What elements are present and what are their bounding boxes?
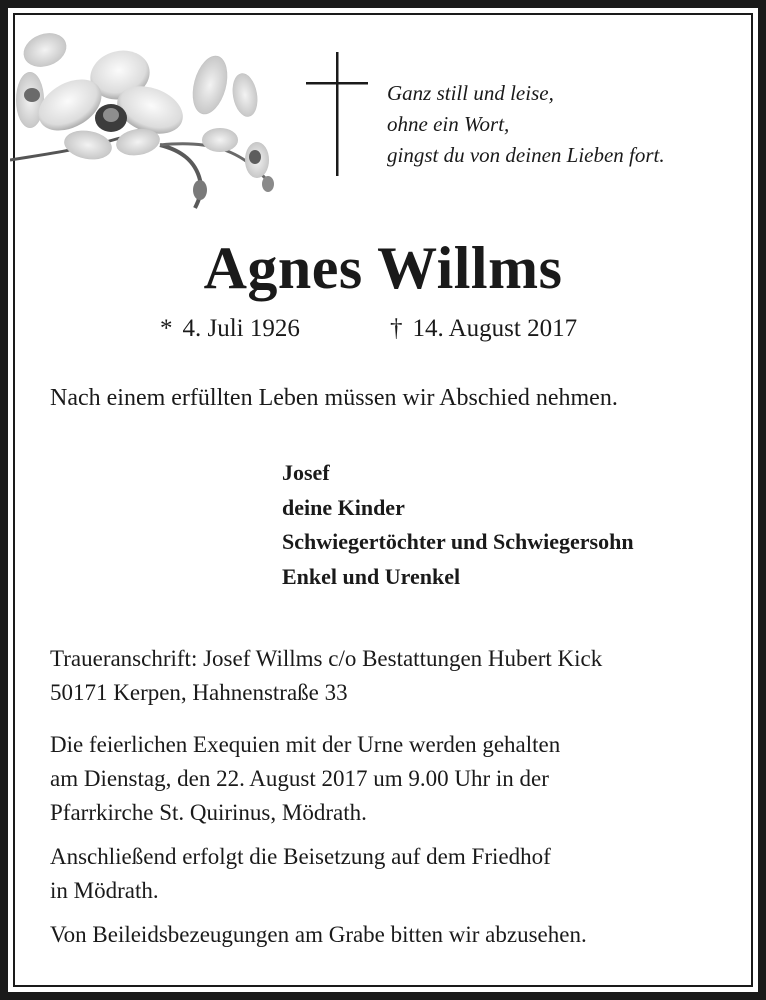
address-line: 50171 Kerpen, Hahnenstraße 33	[50, 680, 348, 705]
death-date: 14. August 2017	[412, 315, 578, 342]
condolence-note	[50, 918, 587, 952]
service-line: am Dienstag, den 22. August 2017 um 9.00 Uhr in der	[50, 766, 549, 791]
burial-line: Anschließend erfolgt die Beisetzung auf dem Friedhof	[50, 844, 551, 869]
cross-icon	[306, 52, 368, 176]
death-symbol: †	[390, 315, 403, 342]
service-info	[50, 728, 560, 830]
mourning-address	[50, 642, 602, 710]
family-member: Schwiegertöchter und Schwiegersohn	[282, 529, 634, 554]
burial-info	[50, 840, 551, 908]
poem-line: gingst du von deinen Lieben fort.	[387, 143, 665, 167]
service-line: Die feierlichen Exequien mit der Urne werden gehalten	[50, 732, 561, 757]
birth-line	[160, 315, 300, 343]
death-line	[390, 315, 577, 343]
family-member: deine Kinder	[282, 494, 405, 520]
deceased-name: Agnes Willms	[203, 235, 563, 301]
poem-line: ohne ein Wort,	[387, 112, 510, 136]
birth-symbol: *	[160, 315, 173, 342]
service-line: Pfarrkirche St. Quirinus, Mödrath.	[50, 800, 367, 825]
burial-line: in Mödrath.	[50, 878, 159, 903]
orchid-icon	[10, 20, 290, 220]
poem	[387, 78, 665, 171]
intro-text: Nach einem erfüllten Leben müssen wir Abschied nehmen.	[50, 385, 618, 411]
family-member: Enkel und Urenkel	[282, 563, 461, 589]
family-member: Josef	[282, 460, 330, 485]
family-list	[282, 456, 634, 594]
condolence-line: Von Beileidsbezeugungen am Grabe bitten wir abzusehen.	[50, 922, 587, 947]
poem-line: Ganz still und leise,	[387, 81, 554, 105]
address-line: Traueranschrift: Josef Willms c/o Bestattungen Hubert Kick	[50, 646, 603, 671]
birth-date: 4. Juli 1926	[182, 315, 300, 342]
